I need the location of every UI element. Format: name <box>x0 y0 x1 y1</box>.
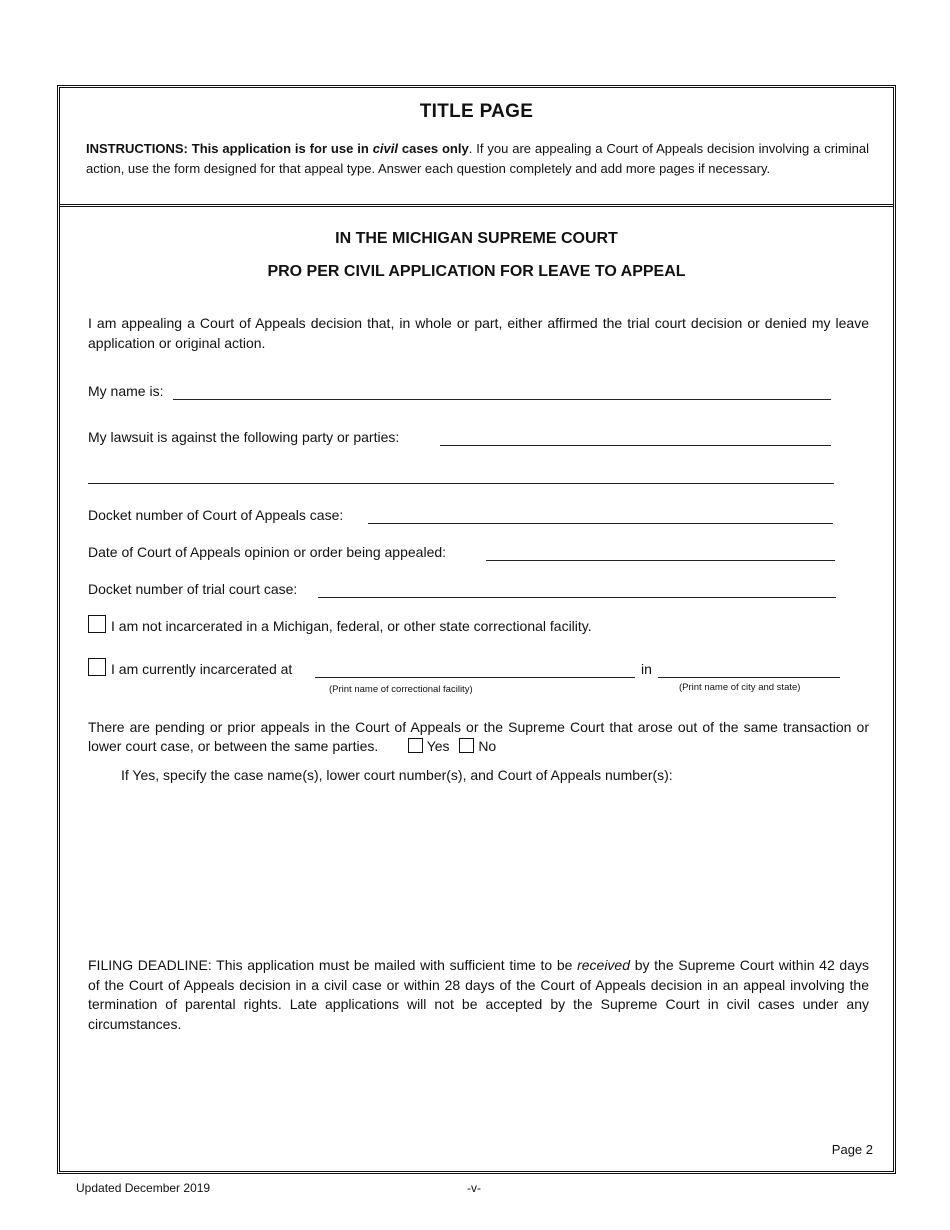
facility-field[interactable] <box>315 677 635 678</box>
coa-docket-label: Docket number of Court of Appeals case: <box>88 507 344 523</box>
incarcerated-label: I am currently incarcerated at <box>111 661 293 677</box>
city-state-field[interactable] <box>658 677 840 678</box>
yes-checkbox[interactable] <box>408 738 423 753</box>
instructions-civil: civil <box>372 141 398 156</box>
filing-deadline-paragraph <box>88 956 869 1035</box>
intro-paragraph: I am appealing a Court of Appeals decision that, in whole or part, either affirmed the trial court decision or denied my leave application or original action. <box>88 315 869 351</box>
deadline-rest: by the Supreme Court within 42 days of the Court of Appeals decision in a civil case or within 28 days of the Court of Appeals decision in an appeal involving the termination of parental rights. Late applications will not be accepted by the Supreme Court in civil cases under any circumstances. <box>88 957 869 1033</box>
not-incarcerated-checkbox[interactable] <box>88 615 106 633</box>
no-label: No <box>478 738 497 754</box>
coa-docket-field[interactable] <box>368 523 833 524</box>
instructions-text <box>86 139 869 178</box>
parties-field-continued[interactable] <box>88 483 834 484</box>
name-field[interactable] <box>173 399 831 400</box>
no-checkbox[interactable] <box>459 738 474 753</box>
roman-page-number: -v- <box>467 1181 481 1195</box>
name-label: My name is: <box>88 383 164 399</box>
updated-date: Updated December 2019 <box>76 1181 211 1195</box>
if-yes-instruction: If Yes, specify the case name(s), lower court number(s), and Court of Appeals number(s): <box>121 767 673 783</box>
page-title: TITLE PAGE <box>419 101 534 122</box>
instructions-label: INSTRUCTIONS: <box>86 141 188 156</box>
instructions-box <box>60 88 893 207</box>
pending-appeals-sentence: There are pending or prior appeals in the Court of Appeals or the Supreme Court that arose out of the same transaction or lower court case, or between the same parties. <box>88 719 869 754</box>
trial-docket-field[interactable] <box>318 597 836 598</box>
facility-caption: (Print name of correctional facility) <box>329 684 473 695</box>
coa-date-field[interactable] <box>486 560 835 561</box>
coa-date-label: Date of Court of Appeals opinion or order being appealed: <box>88 544 447 560</box>
yes-label: Yes <box>426 738 450 754</box>
form-frame <box>57 85 896 1174</box>
application-title: PRO PER CIVIL APPLICATION FOR LEAVE TO APPEAL <box>267 263 686 280</box>
incarcerated-checkbox[interactable] <box>88 658 106 676</box>
instructions-bold: This application is for use in <box>191 141 369 156</box>
instructions-rest: . If you are appealing a Court of Appeals decision involving a criminal action, use the form designed for that appeal type. Answer each question completely and add more pages if necessary. <box>86 141 870 176</box>
court-name: IN THE MICHIGAN SUPREME COURT <box>335 230 618 247</box>
page-number: Page 2 <box>831 1142 873 1157</box>
pending-appeals-text <box>88 718 869 756</box>
trial-docket-label: Docket number of trial court case: <box>88 581 298 597</box>
instructions-bold-end: cases only <box>401 141 469 156</box>
deadline-received: received <box>577 957 630 973</box>
in-label: in <box>641 661 652 677</box>
city-caption: (Print name of city and state) <box>679 682 801 693</box>
deadline-lead: FILING DEADLINE: This application must be mailed with sufficient time to be <box>88 957 573 973</box>
not-incarcerated-label: I am not incarcerated in a Michigan, federal, or other state correctional facility. <box>111 618 592 634</box>
parties-field[interactable] <box>440 445 831 446</box>
parties-label: My lawsuit is against the following party or parties: <box>88 429 400 445</box>
